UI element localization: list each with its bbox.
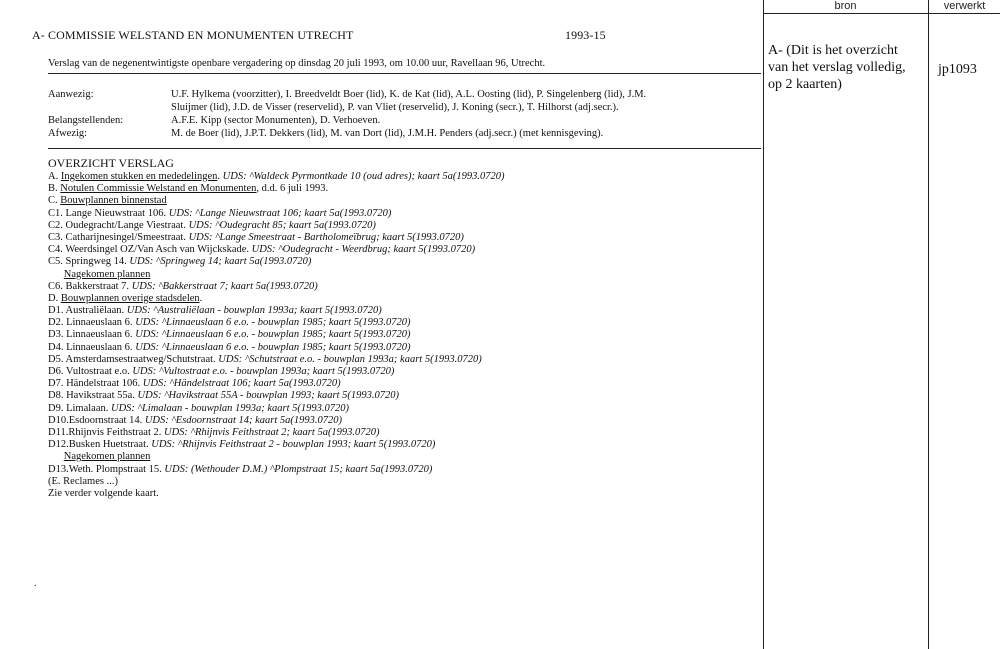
header-rule xyxy=(763,13,1000,14)
source-note-line: van het verslag volledig, xyxy=(768,60,906,75)
overview-item-pre: D8. Havikstraat 55a. xyxy=(48,390,138,402)
overview-item xyxy=(48,195,505,207)
overview-item xyxy=(48,476,505,488)
overview-item-pre: D9. Limalaan. xyxy=(48,402,111,414)
overview-item-u: Ingekomen stukken en mededelingen xyxy=(60,171,218,182)
overview-item-pre: A. xyxy=(48,171,61,182)
overview-item-u: Bouwplannen binnenstad xyxy=(60,195,167,207)
overview-item-pre: D2. Linnaeuslaan 6. xyxy=(48,317,136,329)
source-note xyxy=(768,42,906,93)
overview-item-pre: D4. Linnaeuslaan 6. xyxy=(48,341,136,353)
overview-item-it: UDS: ^Händelstraat 106; kaart 5a(1993.0720) xyxy=(142,378,341,390)
overview-item-pre: D11.Rhijnvis Feithstraat 2. xyxy=(48,426,164,438)
overview-item-pre: C2. Oudegracht/Lange Viestraat. xyxy=(48,219,189,231)
attendance-table xyxy=(48,88,646,140)
overview-item-plain: . xyxy=(199,292,203,304)
attendance-names xyxy=(171,88,646,114)
overview-item-it: UDS: ^Oudegracht - Weerdbrug; kaart 5(1993.0720) xyxy=(251,244,476,256)
overview-item-u: Notulen Commissie Welstand en Monumenten xyxy=(60,183,257,195)
overview-title: OVERZICHT VERSLAG xyxy=(48,156,174,170)
attendance-line: Sluijmer (lid), J.D. de Visser (reservelid), P. van Vliet (reservelid), J. Koning (secr.), T. Hilhorst (adj.secr.). xyxy=(171,102,619,113)
overview-item-it: UDS: ^Havikstraat 55A - bouwplan 1993; kaart 5(1993.0720) xyxy=(137,390,399,402)
overview-item-u: Bouwplannen overige stadsdelen xyxy=(60,292,200,304)
overview-item-pre xyxy=(48,451,64,462)
overview-item xyxy=(48,378,505,390)
document-code: 1993-15 xyxy=(565,28,606,42)
overview-item xyxy=(48,342,505,354)
overview-item xyxy=(48,415,505,427)
attendance-rule xyxy=(48,148,761,149)
overview-item xyxy=(48,354,505,366)
attendance-row xyxy=(48,114,646,127)
overview-item xyxy=(48,281,505,293)
overview-item-it: UDS: ^Limalaan - bouwplan 1993a; kaart 5(1993.0720) xyxy=(110,402,350,414)
overview-item-it: UDS: ^Vultostraat e.o. - bouwplan 1993a; kaart 5(1993.0720) xyxy=(132,366,395,377)
overview-item-it: UDS: (Wethouder D.M.) ^Plompstraat 15; kaart 5a(1993.0720) xyxy=(164,463,433,475)
overview-item-it: UDS: ^Waldeck Pyrmontkade 10 (oud adres); kaart 5a(1993.0720) xyxy=(222,171,505,182)
overview-item-pre: D1. Australiëlaan. xyxy=(48,305,127,317)
overview-item xyxy=(48,232,505,244)
source-note-line: A- (Dit is het overzicht xyxy=(768,43,898,58)
overview-item-it: UDS: ^Lange Smeestraat - Bartholomeïbrug; kaart 5(1993.0720) xyxy=(188,231,464,243)
overview-item-it: UDS: ^Bakkerstraat 7; kaart 5a(1993.0720) xyxy=(131,280,318,292)
column-header-bron: bron xyxy=(834,0,857,12)
overview-item-pre: C6. Bakkerstraat 7. xyxy=(48,280,132,292)
attendance-label: Afwezig: xyxy=(48,128,88,139)
overview-item-it: UDS: ^Schutstraat e.o. - bouwplan 1993a; kaart 5(1993.0720) xyxy=(218,353,482,365)
overview-item xyxy=(48,329,505,341)
overview-item-pre: D5. Amsterdamsestraatweg/Schutstraat. xyxy=(48,353,219,365)
overview-item-pre: C5. Springweg 14. xyxy=(48,256,130,268)
subtitle-rule xyxy=(48,73,761,74)
attendance-line: U.F. Hylkema (voorzitter), I. Breedveldt Boer (lid), K. de Kat (lid), A.L. Oosting (lid), P. Singelenberg (lid), J.M. xyxy=(171,89,647,100)
overview-item xyxy=(48,293,505,305)
overview-item xyxy=(48,464,505,476)
attendance-line: M. de Boer (lid), J.P.T. Dekkers (lid), M. van Dort (lid), J.M.H. Penders (adj.secr.) (met kennisgeving). xyxy=(171,128,604,139)
overview-item-it: UDS: ^Lange Nieuwstraat 106; kaart 5a(1993.0720) xyxy=(168,207,392,219)
overview-item-it: UDS: ^Oudegracht 85; kaart 5a(1993.0720) xyxy=(188,219,376,231)
overview-item xyxy=(48,451,505,463)
overview-item xyxy=(48,439,505,451)
overview-item-it: UDS: ^Rhijnvis Feithstraat 2; kaart 5a(1993.0720) xyxy=(163,426,380,438)
overview-item xyxy=(48,208,505,220)
overview-item-pre: D. xyxy=(48,292,61,304)
overview-list xyxy=(48,171,505,500)
attendance-names xyxy=(171,127,646,140)
overview-item-pre: C. xyxy=(48,195,61,207)
overview-item xyxy=(48,390,505,402)
column-divider-right xyxy=(928,0,929,649)
processed-code: jp1093 xyxy=(938,62,977,77)
overview-item-it: UDS: ^Linnaeuslaan 6 e.o. - bouwplan 1985; kaart 5(1993.0720) xyxy=(135,329,411,341)
overview-item-it: UDS: ^Linnaeuslaan 6 e.o. - bouwplan 1985; kaart 5(1993.0720) xyxy=(135,317,411,329)
overview-item-pre: D3. Linnaeuslaan 6. xyxy=(48,329,136,341)
overview-item-pre: Zie verder volgende kaart. xyxy=(48,487,159,499)
attendance-row xyxy=(48,88,646,114)
overview-item xyxy=(48,220,505,232)
overview-item-pre: D6. Vultostraat e.o. xyxy=(48,366,133,377)
document-title: A- COMMISSIE WELSTAND EN MONUMENTEN UTRECHT xyxy=(32,28,354,42)
overview-item-it: UDS: ^Springweg 14; kaart 5a(1993.0720) xyxy=(129,256,312,268)
overview-item-plain: , d.d. 6 juli 1993. xyxy=(256,183,329,195)
overview-item-pre: D12.Busken Huetstraat. xyxy=(48,439,152,451)
overview-item-pre: D13.Weth. Plompstraat 15. xyxy=(48,463,165,475)
overview-item-pre: D7. Händelstraat 106. xyxy=(48,378,143,390)
column-divider-left xyxy=(763,0,764,649)
overview-item-it: UDS: ^Linnaeuslaan 6 e.o. - bouwplan 1985; kaart 5(1993.0720) xyxy=(135,341,411,353)
overview-item-pre: B. xyxy=(48,183,61,195)
overview-item-pre: C3. Catharijnesingel/Smeestraat. xyxy=(48,231,189,243)
overview-item xyxy=(48,366,505,378)
overview-item-u: Nagekomen plannen xyxy=(63,268,151,280)
attendance-line: A.F.E. Kipp (sector Monumenten), D. Verhoeven. xyxy=(171,115,381,126)
margin-dot: . xyxy=(34,578,37,589)
overview-item xyxy=(48,269,505,281)
overview-item xyxy=(48,256,505,268)
column-header-verwerkt: verwerkt xyxy=(943,0,986,12)
overview-item xyxy=(48,305,505,317)
attendance-label: Belangstellenden: xyxy=(48,115,124,126)
overview-item-pre: (E. Reclames ...) xyxy=(48,475,118,487)
overview-item xyxy=(48,403,505,415)
overview-item xyxy=(48,171,505,183)
overview-item-pre xyxy=(48,269,64,280)
attendance-names xyxy=(171,114,646,127)
overview-item xyxy=(48,183,505,195)
overview-item-pre: D10.Esdoornstraat 14. xyxy=(48,414,145,426)
overview-item-it: UDS: ^Esdoornstraat 14; kaart 5a(1993.0720) xyxy=(144,414,343,426)
overview-item-it: UDS: ^Australiëlaan - bouwplan 1993a; kaart 5(1993.0720) xyxy=(126,305,382,317)
overview-item-it: UDS: ^Rhijnvis Feithstraat 2 - bouwplan 1993; kaart 5(1993.0720) xyxy=(151,439,436,451)
attendance-label: Aanwezig: xyxy=(48,89,94,100)
overview-item xyxy=(48,317,505,329)
overview-item-plain: . xyxy=(217,171,223,182)
overview-item-u: Nagekomen plannen xyxy=(63,451,151,463)
overview-item xyxy=(48,488,505,500)
overview-item-pre: C4. Weerdsingel OZ/Van Asch van Wijckskade. xyxy=(48,244,252,256)
overview-item xyxy=(48,244,505,256)
source-note-line: op 2 kaarten) xyxy=(768,77,842,92)
overview-item xyxy=(48,427,505,439)
overview-item-pre: C1. Lange Nieuwstraat 106. xyxy=(48,207,169,219)
document-subtitle: Verslag van de negenentwintigste openbare vergadering op dinsdag 20 juli 1993, om 10.00 uur, Ravellaan 96, Utrecht. xyxy=(48,58,546,69)
attendance-row xyxy=(48,127,646,140)
